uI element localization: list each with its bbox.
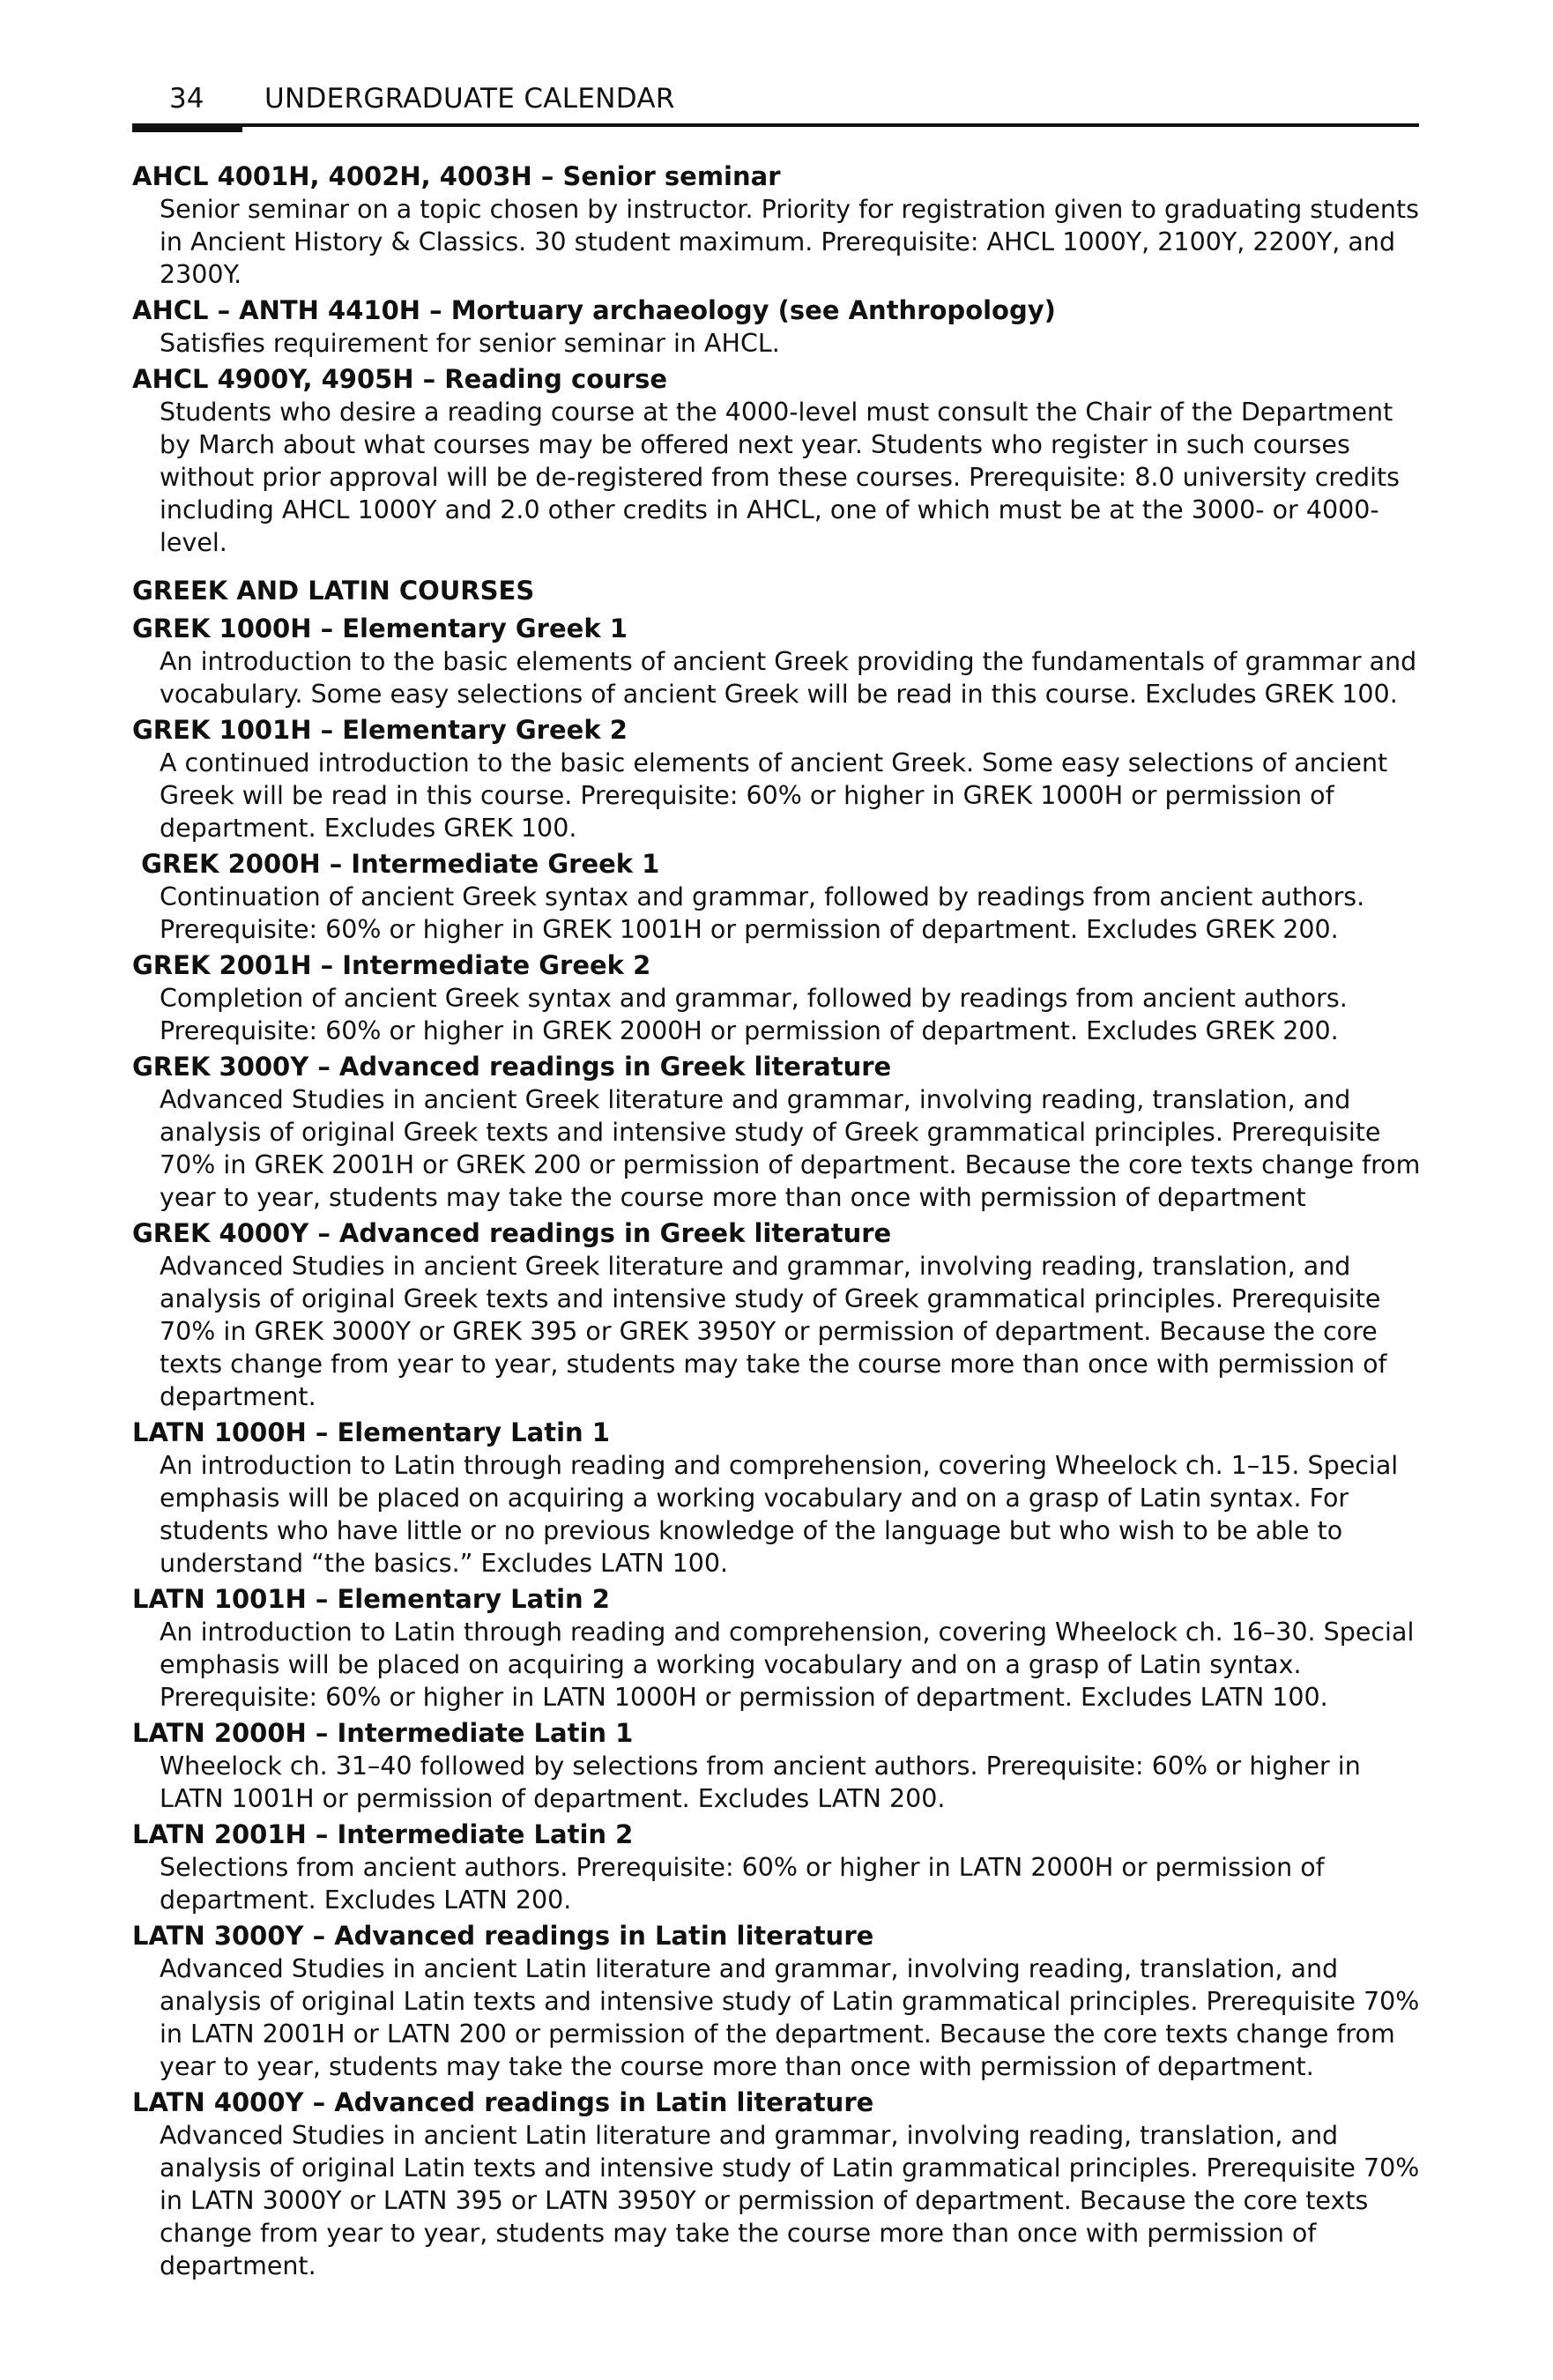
course-title: LATN 2000H – Intermediate Latin 1: [132, 1718, 634, 1748]
course-title: GREK 2001H – Intermediate Greek 2: [132, 950, 651, 980]
course-title: LATN 1000H – Elementary Latin 1: [132, 1417, 610, 1447]
course-title: LATN 2001H – Intermediate Latin 2: [132, 1819, 634, 1849]
course-title: GREK 1000H – Elementary Greek 1: [132, 614, 628, 643]
page-number: 34: [169, 83, 204, 115]
course-title: AHCL 4001H, 4002H, 4003H – Senior seminar: [132, 161, 781, 191]
header-rule: [132, 123, 1419, 127]
course-title: LATN 3000Y – Advanced readings in Latin literature: [132, 1921, 874, 1951]
course-description: Completion of ancient Greek syntax and grammar, followed by readings from ancient authors. Prerequisite: 60% or higher in GREK 2000H or permission of department. Excludes GREK 200.: [160, 984, 1348, 1045]
course-description: A continued introduction to the basic elements of ancient Greek. Some easy selections of ancient Greek will be read in this course. Prerequisite: 60% or higher in GREK 1000H or permission of department. Excludes GREK 100.: [160, 748, 1388, 843]
course-entry: [132, 1217, 1428, 1413]
course-description: Advanced Studies in ancient Greek literature and grammar, involving reading, translation, and analysis of original Greek texts and intensive study of Greek grammatical principles. Prerequisite 70% in GREK 2001H or GREK 200 or permission of department. Because the core texts change from year to year, students may take the course more than once with permission of department: [160, 1085, 1421, 1212]
course-description: Students who desire a reading course at the 4000-level must consult the Chair of the Department by March about what courses may be offered next year. Students who register in such courses without prior approval will be de-registered from these courses. Prerequisite: 8.0 university credits including AHCL 1000Y and 2.0 other credits in AHCL, one of which must be at the 3000- or 4000-level.: [160, 398, 1401, 557]
course-description: An introduction to the basic elements of ancient Greek providing the fundamentals of grammar and vocabulary. Some easy selections of ancient Greek will be read in this course. Excludes GREK 100.: [160, 647, 1417, 709]
course-entry: [132, 363, 1428, 559]
course-description: Advanced Studies in ancient Latin literature and grammar, involving reading, translation, and analysis of original Latin texts and intensive study of Latin grammatical principles. Prerequisite 70% in LATN 3000Y or LATN 395 or LATN 3950Y or permission of department. Because the core texts change from year to year, students may take the course more than once with permission of department.: [160, 2121, 1420, 2280]
course-entry: [132, 1818, 1428, 1916]
course-entry: [132, 294, 1428, 360]
course-title: LATN 4000Y – Advanced readings in Latin literature: [132, 2087, 874, 2117]
section-heading: GREEK AND LATIN COURSES: [132, 576, 535, 606]
running-head: UNDERGRADUATE CALENDAR: [264, 83, 675, 115]
course-title: GREK 1001H – Elementary Greek 2: [132, 715, 628, 745]
course-entry: [132, 848, 1428, 946]
course-entry: [132, 2086, 1428, 2282]
course-title: GREK 2000H – Intermediate Greek 1: [132, 849, 660, 879]
course-description: Advanced Studies in ancient Latin literature and grammar, involving reading, translation, and analysis of original Latin texts and intensive study of Latin grammatical principles. Prerequisite 70% in LATN 2001H or LATN 200 or permission of the department. Because the core texts change from year to year, students may take the course more than once with permission of department.: [160, 1954, 1420, 2081]
course-description: Wheelock ch. 31–40 followed by selections from ancient authors. Prerequisite: 60% or higher in LATN 1001H or permission of department. Excludes LATN 200.: [160, 1752, 1361, 1813]
course-description: Selections from ancient authors. Prerequisite: 60% or higher in LATN 2000H or permission of department. Excludes LATN 200.: [160, 1853, 1325, 1915]
calendar-content: [132, 160, 1428, 2286]
course-description: Advanced Studies in ancient Greek literature and grammar, involving reading, translation, and analysis of original Greek texts and intensive study of Greek grammatical principles. Prerequisite 70% in GREK 3000Y or GREK 395 or GREK 3950Y or permission of department. Because the core texts change from year to year, students may take the course more than once with permission of department.: [160, 1252, 1387, 1411]
course-title: LATN 1001H – Elementary Latin 2: [132, 1584, 610, 1614]
course-title: AHCL 4900Y, 4905H – Reading course: [132, 364, 668, 394]
course-entry: [132, 1417, 1428, 1580]
course-entry: [132, 1583, 1428, 1714]
course-title: GREK 3000Y – Advanced readings in Greek literature: [132, 1052, 892, 1082]
header-rule-accent: [132, 123, 242, 132]
course-entry: [132, 1920, 1428, 2083]
course-title: AHCL – ANTH 4410H – Mortuary archaeology (see Anthropology): [132, 295, 1056, 325]
course-title: GREK 4000Y – Advanced readings in Greek literature: [132, 1218, 892, 1248]
course-entry: [132, 949, 1428, 1047]
course-entry: [132, 1717, 1428, 1815]
course-entry: [132, 613, 1428, 710]
course-entry: [132, 160, 1428, 291]
course-description: Satisfies requirement for senior seminar in AHCL.: [160, 329, 780, 358]
course-description: An introduction to Latin through reading and comprehension, covering Wheelock ch. 1–15. Special emphasis will be placed on acquiring a working vocabulary and on a grasp of Latin syntax. For students who have little or no previous knowledge of the language but who wish to be able to understand “the basics.” Excludes LATN 100.: [160, 1451, 1399, 1578]
course-description: Continuation of ancient Greek syntax and grammar, followed by readings from ancient authors. Prerequisite: 60% or higher in GREK 1001H or permission of department. Excludes GREK 200.: [160, 882, 1365, 944]
course-entry: [132, 714, 1428, 844]
page-header: [132, 81, 1419, 125]
course-description: Senior seminar on a topic chosen by instructor. Priority for registration given to graduating students in Ancient History & Classics. 30 student maximum. Prerequisite: AHCL 1000Y, 2100Y, 2200Y, and 2300Y.: [160, 195, 1420, 289]
course-description: An introduction to Latin through reading and comprehension, covering Wheelock ch. 16–30. Special emphasis will be placed on acquiring a working vocabulary and on a grasp of Latin syntax. Prerequisite: 60% or higher in LATN 1000H or permission of department. Excludes LATN 100.: [160, 1618, 1415, 1712]
course-entry: [132, 1051, 1428, 1214]
